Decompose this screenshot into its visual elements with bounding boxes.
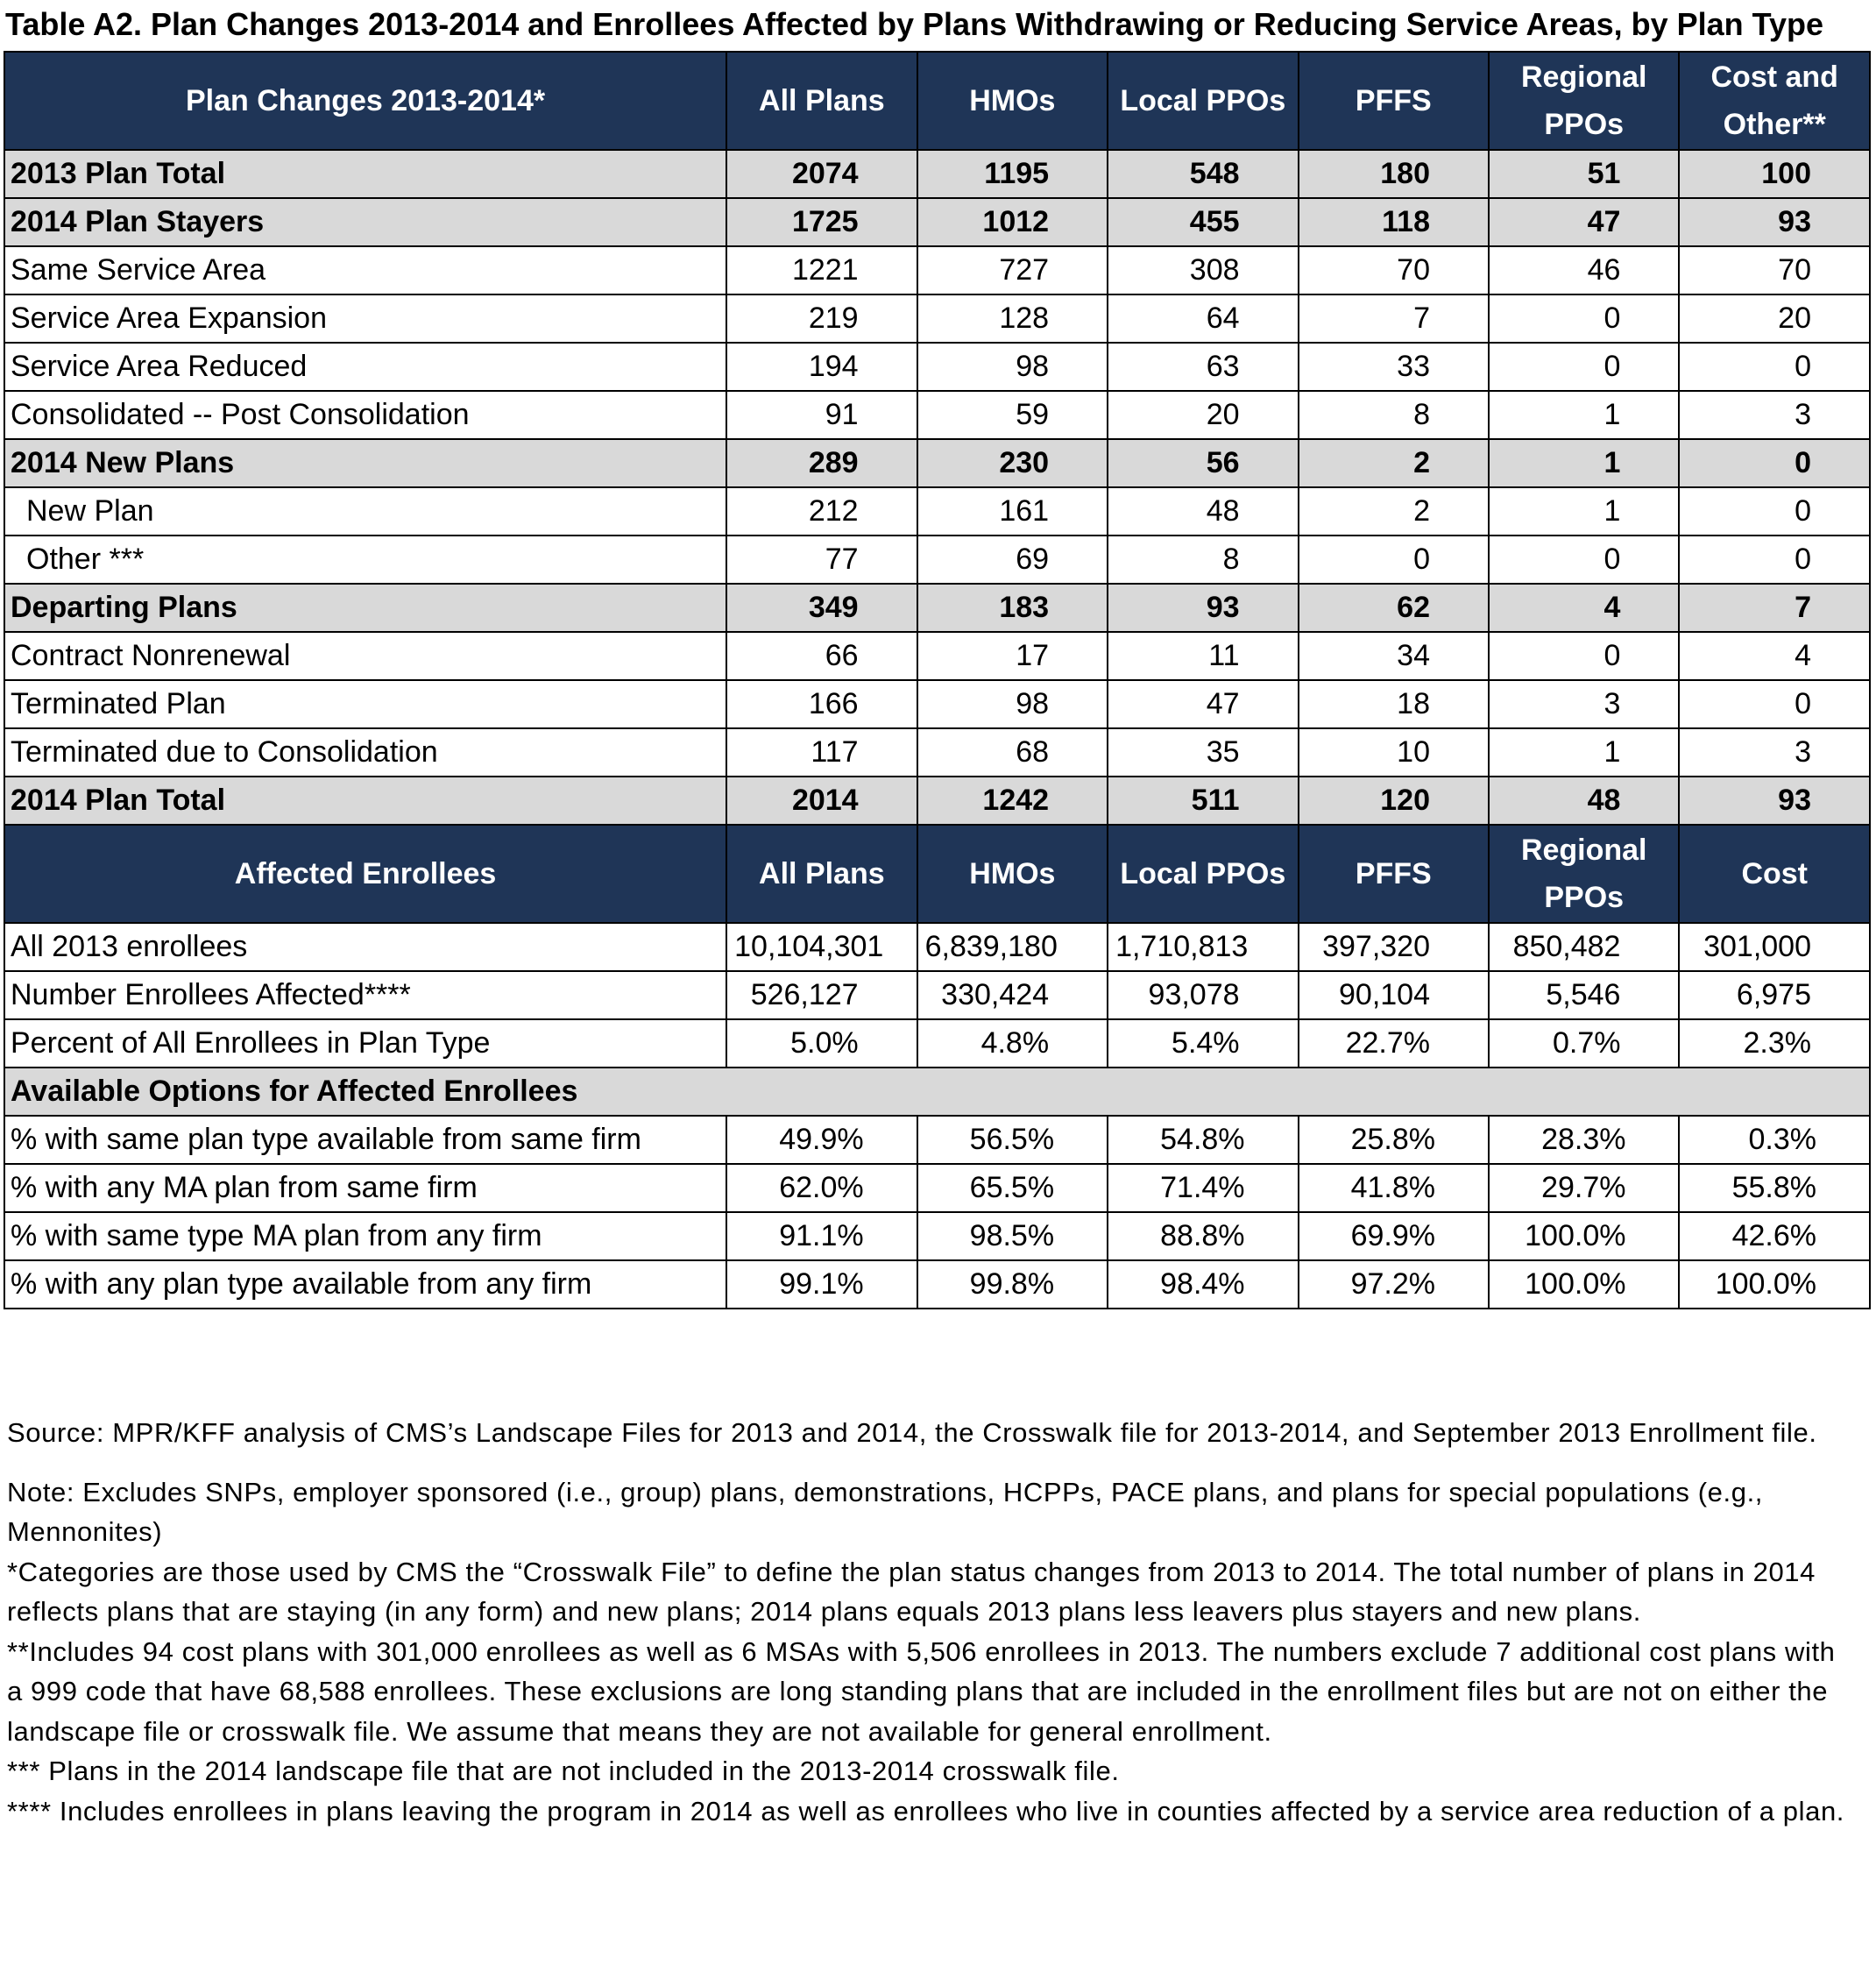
table-row (4, 1116, 1870, 1164)
table-cell: 59 (917, 391, 1108, 439)
footnotes (7, 1413, 1856, 1831)
table-cell: 98 (917, 343, 1108, 391)
exclusion-note: Note: Excludes SNPs, employer sponsored (i.e., group) plans, demonstrations, HCPPs, PACE plans, and plans for special populations (e.g., Mennonites) (7, 1476, 1763, 1547)
row-label: Other *** (4, 536, 726, 584)
table-cell: 90,104 (1299, 971, 1489, 1019)
table-cell: 0 (1489, 632, 1679, 680)
table-cell: 63 (1108, 343, 1298, 391)
table-cell: 42.6% (1679, 1212, 1870, 1260)
table-cell: 6,839,180 (917, 923, 1108, 971)
options-section-row (4, 1068, 1870, 1116)
table-cell: 349 (726, 584, 917, 632)
table-cell: 98 (917, 680, 1108, 728)
column-header: Cost and Other** (1679, 52, 1870, 150)
row-label: % with same plan type available from same firm (4, 1116, 726, 1164)
table-cell: 0 (1679, 680, 1870, 728)
row-label: % with any plan type available from any firm (4, 1260, 726, 1309)
table-row (4, 487, 1870, 536)
table-cell: 99.8% (917, 1260, 1108, 1309)
table-row (4, 439, 1870, 487)
affected-enrollees-header-row (4, 825, 1870, 923)
row-label: % with same type MA plan from any firm (4, 1212, 726, 1260)
table-cell: 97.2% (1299, 1260, 1489, 1309)
table-cell: 1242 (917, 777, 1108, 825)
column-header: All Plans (726, 52, 917, 150)
table-cell: 47 (1489, 198, 1679, 246)
table-cell: 2 (1299, 439, 1489, 487)
table-cell: 850,482 (1489, 923, 1679, 971)
table-cell: 2.3% (1679, 1019, 1870, 1068)
table-cell: 100.0% (1679, 1260, 1870, 1309)
row-label: 2014 Plan Total (4, 777, 726, 825)
table-cell: 71.4% (1108, 1164, 1298, 1212)
table-cell: 3 (1679, 728, 1870, 777)
table-row (4, 536, 1870, 584)
table-row (4, 294, 1870, 343)
table-cell: 183 (917, 584, 1108, 632)
table-row (4, 391, 1870, 439)
table-row (4, 680, 1870, 728)
table-row (4, 1019, 1870, 1068)
table-cell: 55.8% (1679, 1164, 1870, 1212)
row-label: Same Service Area (4, 246, 726, 294)
table-cell: 28.3% (1489, 1116, 1679, 1164)
table-cell: 526,127 (726, 971, 917, 1019)
table-cell: 5,546 (1489, 971, 1679, 1019)
table-cell: 0 (1679, 487, 1870, 536)
column-header: Plan Changes 2013-2014* (4, 52, 726, 150)
table-cell: 98.5% (917, 1212, 1108, 1260)
table-cell: 69.9% (1299, 1212, 1489, 1260)
table-row (4, 1164, 1870, 1212)
table-cell: 66 (726, 632, 917, 680)
table-cell: 2014 (726, 777, 917, 825)
table-cell: 219 (726, 294, 917, 343)
row-label: Number Enrollees Affected**** (4, 971, 726, 1019)
table-cell: 455 (1108, 198, 1298, 246)
table-cell: 0 (1679, 343, 1870, 391)
table-row (4, 343, 1870, 391)
table-cell: 93 (1679, 777, 1870, 825)
table-cell: 1 (1489, 487, 1679, 536)
table-cell: 5.4% (1108, 1019, 1298, 1068)
row-label: All 2013 enrollees (4, 923, 726, 971)
row-label: Terminated Plan (4, 680, 726, 728)
table-cell: 1725 (726, 198, 917, 246)
row-label: 2013 Plan Total (4, 150, 726, 198)
table-cell: 2074 (726, 150, 917, 198)
table-cell: 34 (1299, 632, 1489, 680)
table-cell: 7 (1679, 584, 1870, 632)
table-cell: 1221 (726, 246, 917, 294)
table-cell: 64 (1108, 294, 1298, 343)
table-cell: 2 (1299, 487, 1489, 536)
table-cell: 3 (1489, 680, 1679, 728)
table-cell: 70 (1299, 246, 1489, 294)
table-cell: 93 (1679, 198, 1870, 246)
table-cell: 308 (1108, 246, 1298, 294)
column-header: Regional PPOs (1489, 52, 1679, 150)
table-cell: 289 (726, 439, 917, 487)
table-cell: 91.1% (726, 1212, 917, 1260)
table-cell: 11 (1108, 632, 1298, 680)
table-row (4, 728, 1870, 777)
table-cell: 1012 (917, 198, 1108, 246)
section-title: Available Options for Affected Enrollees (4, 1068, 1870, 1116)
table-cell: 46 (1489, 246, 1679, 294)
table-cell: 4.8% (917, 1019, 1108, 1068)
table-cell: 397,320 (1299, 923, 1489, 971)
table-cell: 48 (1108, 487, 1298, 536)
table-cell: 62.0% (726, 1164, 917, 1212)
table-cell: 91 (726, 391, 917, 439)
table-cell: 62 (1299, 584, 1489, 632)
table-cell: 5.0% (726, 1019, 917, 1068)
footnote-3: *** Plans in the 2014 landscape file that are not included in the 2013-2014 crosswalk file. (7, 1756, 1120, 1786)
table-row (4, 150, 1870, 198)
table-cell: 0 (1489, 536, 1679, 584)
table-row (4, 198, 1870, 246)
footnote-2: **Includes 94 cost plans with 301,000 enrollees as well as 6 MSAs with 5,506 enrollees in 2013. The numbers exclude 7 additional cost plans with a 999 code that have 68,588 enrollees. These exclusions are long standing plans that are included in the enrollment files but are not on either the landscape file or crosswalk file. We assume that means they are not available for general enrollment. (7, 1635, 1836, 1747)
column-header: HMOs (917, 52, 1108, 150)
row-label: New Plan (4, 487, 726, 536)
table-cell: 25.8% (1299, 1116, 1489, 1164)
table-cell: 212 (726, 487, 917, 536)
table-cell: 68 (917, 728, 1108, 777)
table-cell: 22.7% (1299, 1019, 1489, 1068)
table-row (4, 246, 1870, 294)
column-header: Affected Enrollees (4, 825, 726, 923)
table-row (4, 1260, 1870, 1309)
table-cell: 100 (1679, 150, 1870, 198)
table-cell: 118 (1299, 198, 1489, 246)
column-header: All Plans (726, 825, 917, 923)
table-cell: 47 (1108, 680, 1298, 728)
table-cell: 0 (1679, 536, 1870, 584)
table-cell: 1195 (917, 150, 1108, 198)
table-cell: 727 (917, 246, 1108, 294)
row-label: Terminated due to Consolidation (4, 728, 726, 777)
table-cell: 161 (917, 487, 1108, 536)
table-cell: 10 (1299, 728, 1489, 777)
row-label: % with any MA plan from same firm (4, 1164, 726, 1212)
table-cell: 1 (1489, 391, 1679, 439)
row-label: Service Area Expansion (4, 294, 726, 343)
table-cell: 117 (726, 728, 917, 777)
table-cell: 69 (917, 536, 1108, 584)
table-cell: 1,710,813 (1108, 923, 1298, 971)
table-cell: 180 (1299, 150, 1489, 198)
footnote-1: *Categories are those used by CMS the “Crosswalk File” to define the plan status changes from 2013 to 2014. The total number of plans in 2014 reflects plans that are staying (in any form) and new plans; 2014 plans equals 2013 plans less leavers plus stayers and new plans. (7, 1556, 1816, 1627)
row-label: Service Area Reduced (4, 343, 726, 391)
table-cell: 35 (1108, 728, 1298, 777)
row-label: 2014 Plan Stayers (4, 198, 726, 246)
table-cell: 548 (1108, 150, 1298, 198)
table-cell: 93 (1108, 584, 1298, 632)
table-cell: 18 (1299, 680, 1489, 728)
table-row (4, 923, 1870, 971)
column-header: Local PPOs (1108, 52, 1298, 150)
table-cell: 77 (726, 536, 917, 584)
footnote-4: **** Includes enrollees in plans leaving the program in 2014 as well as enrollees who live in counties affected by a service area reduction of a plan. (7, 1795, 1845, 1827)
table-cell: 100.0% (1489, 1260, 1679, 1309)
table-cell: 4 (1679, 632, 1870, 680)
table-cell: 54.8% (1108, 1116, 1298, 1164)
table-cell: 99.1% (726, 1260, 917, 1309)
table-cell: 0 (1679, 439, 1870, 487)
table-row (4, 777, 1870, 825)
table-cell: 41.8% (1299, 1164, 1489, 1212)
table-cell: 93,078 (1108, 971, 1298, 1019)
table-cell: 49.9% (726, 1116, 917, 1164)
table-cell: 56.5% (917, 1116, 1108, 1164)
table-cell: 194 (726, 343, 917, 391)
plan-changes-table (4, 51, 1871, 1309)
column-header: Local PPOs (1108, 825, 1298, 923)
table-cell: 98.4% (1108, 1260, 1298, 1309)
table-cell: 0 (1489, 343, 1679, 391)
table-cell: 128 (917, 294, 1108, 343)
table-cell: 8 (1108, 536, 1298, 584)
table-cell: 3 (1679, 391, 1870, 439)
table-cell: 330,424 (917, 971, 1108, 1019)
table-title: Table A2. Plan Changes 2013-2014 and Enrollees Affected by Plans Withdrawing or Reducing Service Areas, by Plan Type (5, 6, 1823, 42)
row-label: Consolidated -- Post Consolidation (4, 391, 726, 439)
table-body (4, 52, 1870, 1309)
column-header: PFFS (1299, 52, 1489, 150)
table-cell: 301,000 (1679, 923, 1870, 971)
table-cell: 20 (1679, 294, 1870, 343)
table-cell: 48 (1489, 777, 1679, 825)
table-cell: 1 (1489, 439, 1679, 487)
table-cell: 65.5% (917, 1164, 1108, 1212)
source-note: Source: MPR/KFF analysis of CMS’s Landscape Files for 2013 and 2014, the Crosswalk file for 2013-2014, and September 2013 Enrollment file. (7, 1417, 1817, 1448)
table-cell: 100.0% (1489, 1212, 1679, 1260)
table-cell: 120 (1299, 777, 1489, 825)
table-cell: 20 (1108, 391, 1298, 439)
table-cell: 0.3% (1679, 1116, 1870, 1164)
table-cell: 6,975 (1679, 971, 1870, 1019)
table-cell: 511 (1108, 777, 1298, 825)
row-label: Departing Plans (4, 584, 726, 632)
table-cell: 10,104,301 (726, 923, 917, 971)
row-label: Percent of All Enrollees in Plan Type (4, 1019, 726, 1068)
table-cell: 230 (917, 439, 1108, 487)
table-cell: 0.7% (1489, 1019, 1679, 1068)
plan-changes-header-row (4, 52, 1870, 150)
row-label: Contract Nonrenewal (4, 632, 726, 680)
column-header: Regional PPOs (1489, 825, 1679, 923)
table-cell: 70 (1679, 246, 1870, 294)
table-cell: 17 (917, 632, 1108, 680)
table-row (4, 971, 1870, 1019)
table-cell: 56 (1108, 439, 1298, 487)
table-cell: 33 (1299, 343, 1489, 391)
table-cell: 8 (1299, 391, 1489, 439)
table-cell: 166 (726, 680, 917, 728)
column-header: Cost (1679, 825, 1870, 923)
table-row (4, 632, 1870, 680)
column-header: PFFS (1299, 825, 1489, 923)
table-cell: 7 (1299, 294, 1489, 343)
table-cell: 51 (1489, 150, 1679, 198)
table-cell: 4 (1489, 584, 1679, 632)
table-row (4, 1212, 1870, 1260)
row-label: 2014 New Plans (4, 439, 726, 487)
table-cell: 1 (1489, 728, 1679, 777)
table-cell: 29.7% (1489, 1164, 1679, 1212)
table-row (4, 584, 1870, 632)
table-cell: 88.8% (1108, 1212, 1298, 1260)
table-cell: 0 (1299, 536, 1489, 584)
table-cell: 0 (1489, 294, 1679, 343)
column-header: HMOs (917, 825, 1108, 923)
